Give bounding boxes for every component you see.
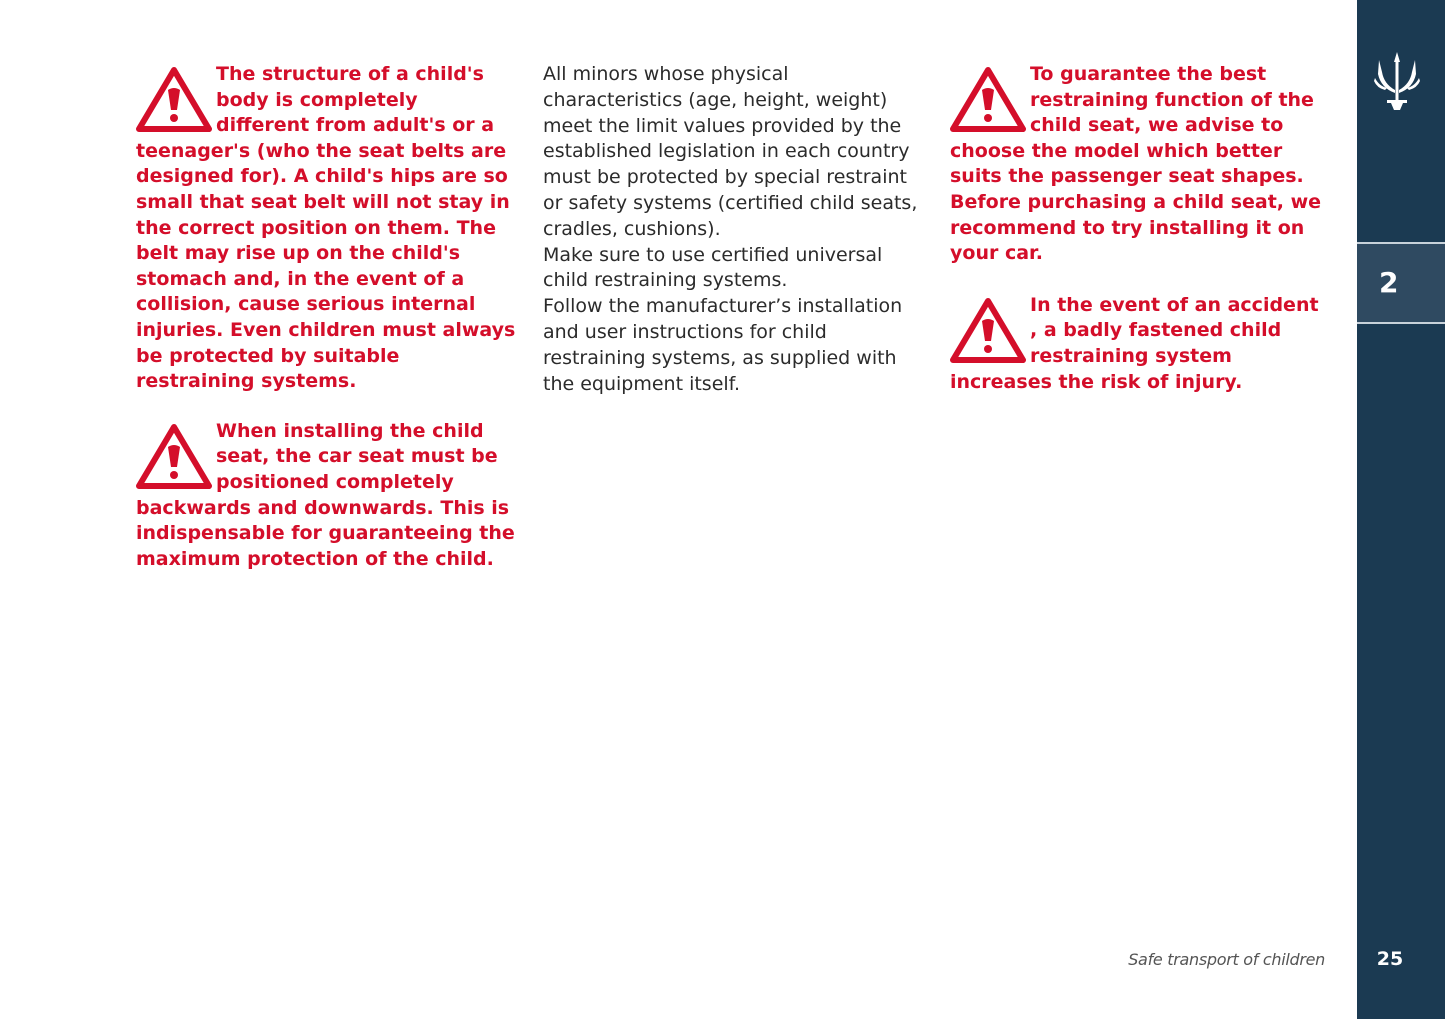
- warning-text: In the event of an accident , a badly fastened child restraining system increases the risk of injury.: [950, 293, 1319, 393]
- warning-child-body-structure: [136, 62, 516, 395]
- warning-badly-fastened: [950, 293, 1330, 395]
- warning-text: To guarantee the best restraining function of the child seat, we advise to choose the model which better suits the passenger seat shapes. Before purchasing a child seat, we recommend to try installing it on your car.: [950, 63, 1322, 265]
- warning-triangle-icon: [950, 297, 1026, 363]
- right-column: [950, 62, 1330, 395]
- warning-triangle-icon: [950, 66, 1026, 132]
- paragraph-certified-systems: Make sure to use certified universal child restraining systems.: [543, 243, 883, 292]
- warning-car-seat-position: [136, 419, 516, 573]
- warning-triangle-icon: [136, 66, 212, 132]
- left-column: [136, 62, 516, 572]
- warning-choose-model: [950, 62, 1330, 267]
- paragraph-manufacturer-instructions: Follow the manufacturer’s installation and user instructions for child restraining systems, as supplied with the equipment itself.: [543, 295, 903, 395]
- middle-column: [543, 62, 923, 397]
- warning-text: When installing the child seat, the car seat must be positioned completely backwards and downwards. This is indispensable for guaranteeing the maximum protection of the child.: [136, 419, 515, 570]
- warning-text: The structure of a child's body is completely different from adult's or a teenager's (who the seat belts are designed for). A child's hips are so small that seat belt will not stay in the correct position on them. The belt may rise up on the child's stomach and, in the event of a collision, cause serious internal injuries. Even children must always be protected by suitable restraining systems.: [136, 63, 516, 393]
- footer-section-title: Safe transport of children: [1128, 950, 1325, 969]
- trident-logo-icon: [1373, 50, 1421, 112]
- chapter-sidebar: [1357, 0, 1445, 1019]
- warning-triangle-icon: [136, 423, 212, 489]
- paragraph-minors-protection: All minors whose physical characteristics (age, height, weight) meet the limit values provided by the established legislation in each country must be protected by special restraint or safety systems (certified child seats, cradles, cushions).: [543, 63, 918, 240]
- page-number: 25: [1376, 948, 1404, 970]
- chapter-tab[interactable]: 2: [1357, 242, 1445, 324]
